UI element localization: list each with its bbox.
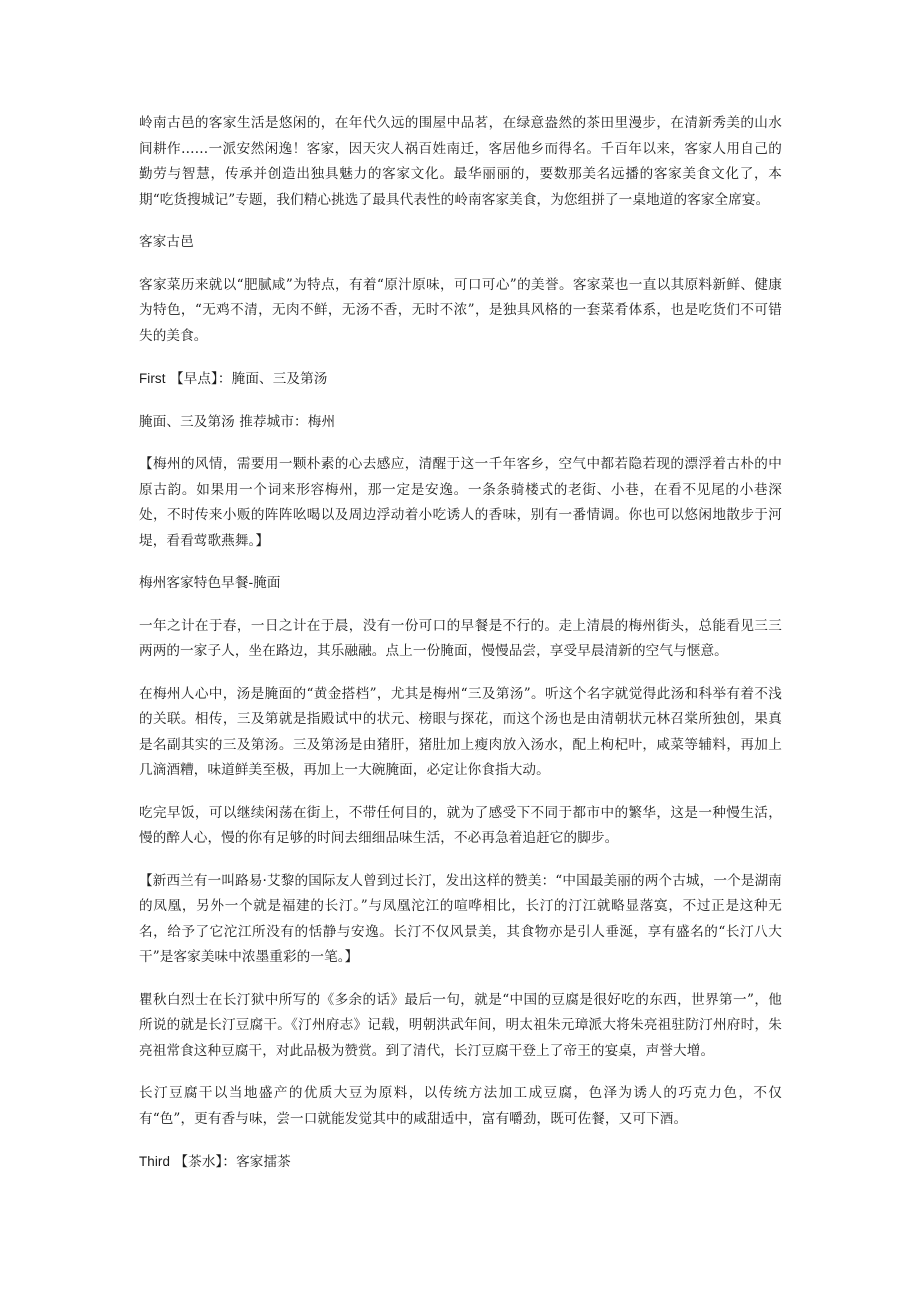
- section-title: 客家古邑: [139, 234, 194, 250]
- first-course-title: 【早点】：腌面、三及第汤: [165, 371, 328, 387]
- intro-paragraph: 岭南古邑的客家生活是悠闲的，在年代久远的围屋中品茗，在绿意盎然的茶田里漫步，在清新秀美的山水间耕作……一派安然闲逸！客家，因天灾人祸百姓南迁，客居他乡而得名。千百年以来，客家人用自己的勤劳与智慧，传承并创造出独具魅力的客家文化。最华丽丽的，要数那美名远播的客家美食文化了，本期“吃货搜城记”专题，我们精心挑选了最具代表性的岭南客家美食，为您组拼了一桌地道的客家全席宴。: [139, 115, 782, 208]
- breakfast-title: 梅州客家特色早餐-腌面: [139, 575, 281, 591]
- first-course-heading: [139, 366, 782, 393]
- tofu-paragraph-1: 瞿秋白烈士在长汀狱中所写的《多余的话》最后一句，就是“中国的豆腐是很好吃的东西，世界第一”，他所说的就是长汀豆腐干。《汀州府志》记载，明朝洪武年间，明太祖朱元璋派大将朱亮祖驻防汀州府时，朱亮祖常食这种豆腐干，对此品极为赞赏。到了清代，长汀豆腐干登上了帝王的宴桌，声誉大增。: [139, 991, 782, 1059]
- third-course-heading: [139, 1149, 782, 1176]
- third-course-label: Third: [139, 1154, 171, 1169]
- changting-quote: 【新西兰有一叫路易·艾黎的国际友人曾到过长汀，发出这样的赞美：“中国最美丽的两个古城，一个是湖南的凤凰，另外一个就是福建的长汀。”与凤凰沱江的喧哗相比，长汀的汀江就略显落寞，不过正是这种无名，给予了它沱江所没有的恬静与安逸。长汀不仅风景美，其食物亦是引人垂涎，享有盛名的“长汀八大干”是客家美味中浓墨重彩的一笔。】: [139, 872, 782, 965]
- third-course-title: 【茶水】：客家擂茶: [170, 1154, 291, 1170]
- breakfast-paragraph-2: 在梅州人心中，汤是腌面的“黄金搭档”，尤其是梅州“三及第汤”。听这个名字就觉得此汤和科举有着不浅的关联。相传，三及第就是指殿试中的状元、榜眼与探花，而这个汤也是由清朝状元林召棠所独创，果真是名副其实的三及第汤。三及第汤是由猪肝，猪肚加上瘦肉放入汤水，配上枸杞叶，咸菜等辅料，再加上几滴酒糟，味道鲜美至极，再加上一大碗腌面，必定让你食指大动。: [139, 685, 782, 778]
- recommend-city-line: 腌面、三及第汤 推荐城市：梅州: [139, 413, 336, 430]
- breakfast-paragraph-1: 一年之计在于春，一日之计在于晨，没有一份可口的早餐是不行的。走上清晨的梅州街头，总能看见三三两两的一家子人，坐在路边，其乐融融。点上一份腌面，慢慢品尝，享受早晨清新的空气与惬意。: [139, 617, 782, 659]
- breakfast-paragraph-3: 吃完早饭，可以继续闲荡在街上，不带任何目的，就为了感受下不同于都市中的繁华，这是一种慢生活，慢的醉人心，慢的你有足够的时间去细细品味生活，不必再急着追赶它的脚步。: [139, 804, 782, 846]
- meizhou-quote: 【梅州的风情，需要用一颗朴素的心去感应，清醒于这一千年客乡，空气中都若隐若现的漂浮着古朴的中原古韵。如果用一个词来形容梅州，那一定是安逸。一条条骑楼式的老街、小巷，在看不见尾的小巷深处，不时传来小贩的阵阵吆喝以及周边浮动着小吃诱人的香味，别有一番情调。你也可以悠闲地散步于河堤，看看莺歌燕舞。】: [139, 456, 782, 549]
- section-intro-paragraph: 客家菜历来就以“肥腻咸”为特点，有着“原汁原味，可口可心”的美誉。客家菜也一直以其原料新鲜、健康为特色，“无鸡不清，无肉不鲜，无汤不香，无时不浓”，是独具风格的一套菜肴体系，也是吃货们不可错失的美食。: [139, 276, 782, 344]
- first-course-label: First: [139, 371, 166, 386]
- tofu-paragraph-2: 长汀豆腐干以当地盛产的优质大豆为原料，以传统方法加工成豆腐，色泽为诱人的巧克力色，不仅有“色”，更有香与味，尝一口就能发觉其中的咸甜适中，富有嚼劲，既可佐餐，又可下酒。: [139, 1085, 782, 1127]
- document-body: [139, 111, 782, 1193]
